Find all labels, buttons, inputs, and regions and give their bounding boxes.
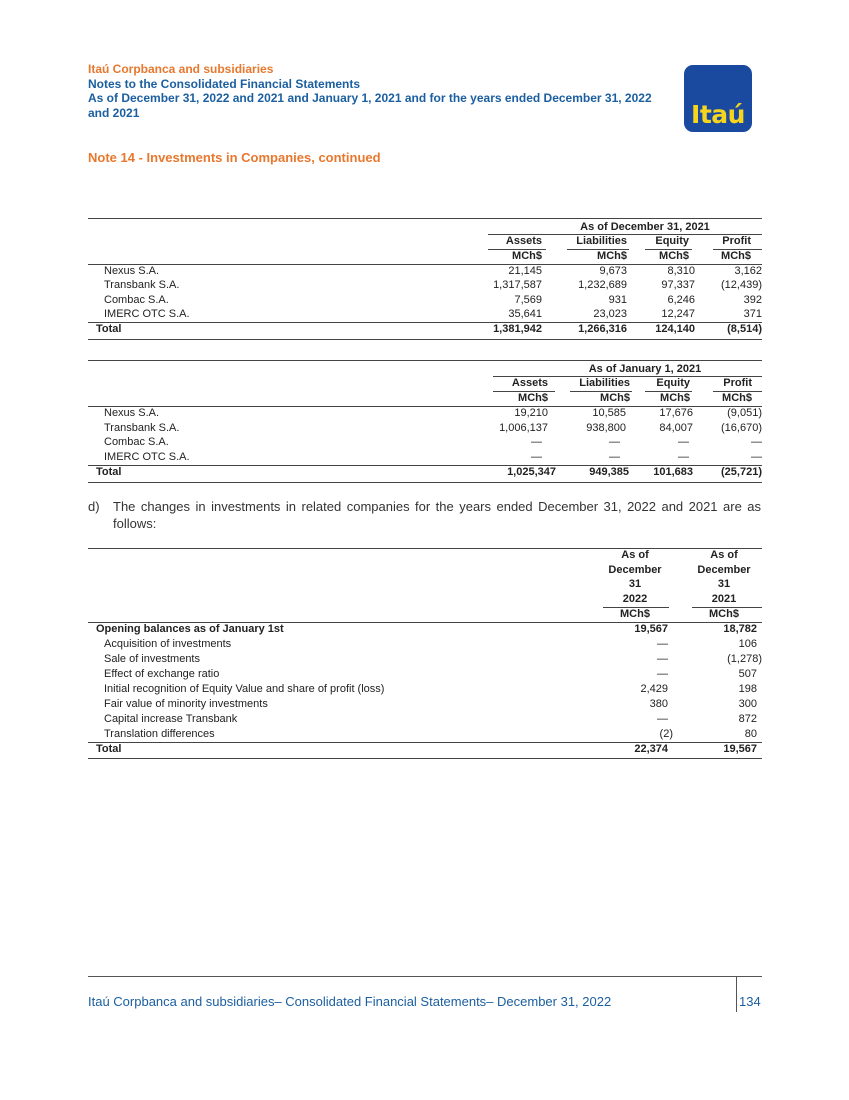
column-header: Profit [723,377,752,389]
table-row-label: Transbank S.A. [104,422,180,434]
column-header: Liabilities [576,235,627,247]
table-cell: 21,145 [508,265,542,277]
table-total-cell: 124,140 [655,323,695,335]
table-investment-changes [88,548,762,760]
unit-label: MCh$ [659,250,689,262]
table-total-cell: 1,381,942 [493,323,542,335]
table-cell: 80 [744,728,757,740]
column-header-2021-line: 31 [717,578,731,590]
table-total-cell: 1,025,347 [507,466,556,478]
table-row-label: IMERC OTC S.A. [104,308,190,320]
table-cell: — [751,436,762,448]
table-row-label: Effect of exchange ratio [104,668,220,680]
table-period-heading: As of January 1, 2021 [588,363,702,375]
table-cell: — [609,451,620,463]
period-line-2: and 2021 [88,105,140,120]
table-total-label: Total [96,466,122,478]
table-row-label: Initial recognition of Equity Value and share of profit (loss) [104,683,385,695]
table-cell: 12,247 [661,308,695,320]
column-header: Profit [722,235,751,247]
table-cell: 84,007 [659,422,693,434]
table-cell: (16,670) [721,422,762,434]
table-total-cell: 22,374 [634,743,668,755]
table-cell: 7,569 [514,294,542,306]
table-cell: 300 [738,698,757,710]
page-header [88,62,688,120]
table-jan-2021 [88,360,762,484]
column-header-2022-line: December [608,564,662,576]
table-total-cell: 101,683 [653,466,693,478]
column-header-2021-line: 2021 [711,593,737,605]
table-cell: — [678,451,689,463]
table-cell: 19,210 [514,407,548,419]
table-cell: 106 [738,638,757,650]
table-cell: 35,641 [508,308,542,320]
table-row-label: Sale of investments [104,653,200,665]
opening-balance-label: Opening balances as of January 1st [96,623,284,635]
footer-divider [88,976,762,977]
opening-balance-2022: 19,567 [634,623,668,635]
table-cell: 931 [608,294,627,306]
table-cell: 380 [649,698,668,710]
unit-label: MCh$ [722,392,752,404]
table-cell: — [751,451,762,463]
table-cell: 6,246 [667,294,695,306]
table-cell: (9,051) [727,407,762,419]
unit-label: MCh$ [600,392,630,404]
table-period-heading: As of December 31, 2021 [580,221,710,233]
table-cell: — [657,713,668,725]
table-cell: (2) [659,728,673,740]
table-cell: — [678,436,689,448]
table-total-cell: 19,567 [723,743,757,755]
table-row-label: Nexus S.A. [104,265,160,277]
column-header-2021-line: As of [710,549,738,561]
table-row-label: Capital increase Transbank [104,713,238,725]
section-label: d) [88,499,100,514]
note-title: Note 14 - Investments in Companies, continued [88,150,381,165]
section-text: The changes in investments in related companies for the years ended December 31, 2022 and 2021 are as follows: [113,499,761,531]
table-row-label: Translation differences [104,728,215,740]
table-total-cell: 949,385 [589,466,629,478]
table-row-label: IMERC OTC S.A. [104,451,190,463]
column-header: Assets [505,235,542,247]
table-row-label: Combac S.A. [104,294,169,306]
table-row-label: Combac S.A. [104,436,169,448]
table-cell: 17,676 [659,407,693,419]
table-cell: 198 [738,683,757,695]
company-name: Itaú Corpbanca and subsidiaries [88,62,274,76]
unit-label: MCh$ [709,608,739,620]
table-dec-2021 [88,218,762,342]
column-header-2022-line: 2022 [622,593,648,605]
column-header: Liabilities [579,377,630,389]
column-header-2022-line: 31 [628,578,642,590]
page-number: 134 [739,994,761,1009]
table-cell: 1,317,587 [493,279,542,291]
table-row-label: Nexus S.A. [104,407,160,419]
table-total-label: Total [96,323,122,335]
column-header: Equity [655,235,689,247]
unit-label: MCh$ [721,250,751,262]
table-total-cell: 1,266,316 [578,323,627,335]
opening-balance-2021: 18,782 [723,623,757,635]
table-cell: 392 [743,294,762,306]
table-cell: (1,278) [727,653,762,665]
table-cell: 10,585 [592,407,626,419]
unit-label: MCh$ [660,392,690,404]
table-total-cell: (8,514) [727,323,762,335]
table-cell: — [531,451,542,463]
table-cell: — [531,436,542,448]
table-cell: 8,310 [667,265,695,277]
table-cell: 23,023 [593,308,627,320]
unit-label: MCh$ [518,392,548,404]
table-cell: — [657,638,668,650]
table-cell: 2,429 [640,683,668,695]
table-cell: 872 [738,713,757,725]
unit-label: MCh$ [512,250,542,262]
table-cell: 371 [743,308,762,320]
column-header: Assets [511,377,548,389]
column-header-2021-line: December [697,564,751,576]
table-row-label: Fair value of minority investments [104,698,268,710]
period-line-1: As of December 31, 2022 and 2021 and January 1, 2021 and for the years ended December 31, 2022 [88,91,652,105]
table-total-label: Total [96,743,122,755]
unit-label: MCh$ [597,250,627,262]
table-cell: — [609,436,620,448]
table-cell: 938,800 [586,422,626,434]
table-cell: 9,673 [599,265,627,277]
table-cell: 3,162 [734,265,762,277]
table-cell: (12,439) [721,279,762,291]
column-header-2022-line: As of [621,549,649,561]
table-row-label: Transbank S.A. [104,279,180,291]
table-total-cell: (25,721) [721,466,762,478]
table-cell: 1,232,689 [578,279,627,291]
column-header: Equity [656,377,690,389]
footer-text: Itaú Corpbanca and subsidiaries– Consolidated Financial Statements– December 31, 2022 [88,994,612,1009]
itau-logo [684,65,752,132]
unit-label: MCh$ [620,608,650,620]
table-cell: — [657,668,668,680]
table-cell: 1,006,137 [499,422,548,434]
table-row-label: Acquisition of investments [104,638,232,650]
table-cell: 507 [738,668,757,680]
logo-text: Itaú [691,100,745,129]
footer-separator [736,977,737,1012]
notes-subtitle: Notes to the Consolidated Financial Statements [88,76,361,91]
table-cell: — [657,653,668,665]
table-cell: 97,337 [661,279,695,291]
